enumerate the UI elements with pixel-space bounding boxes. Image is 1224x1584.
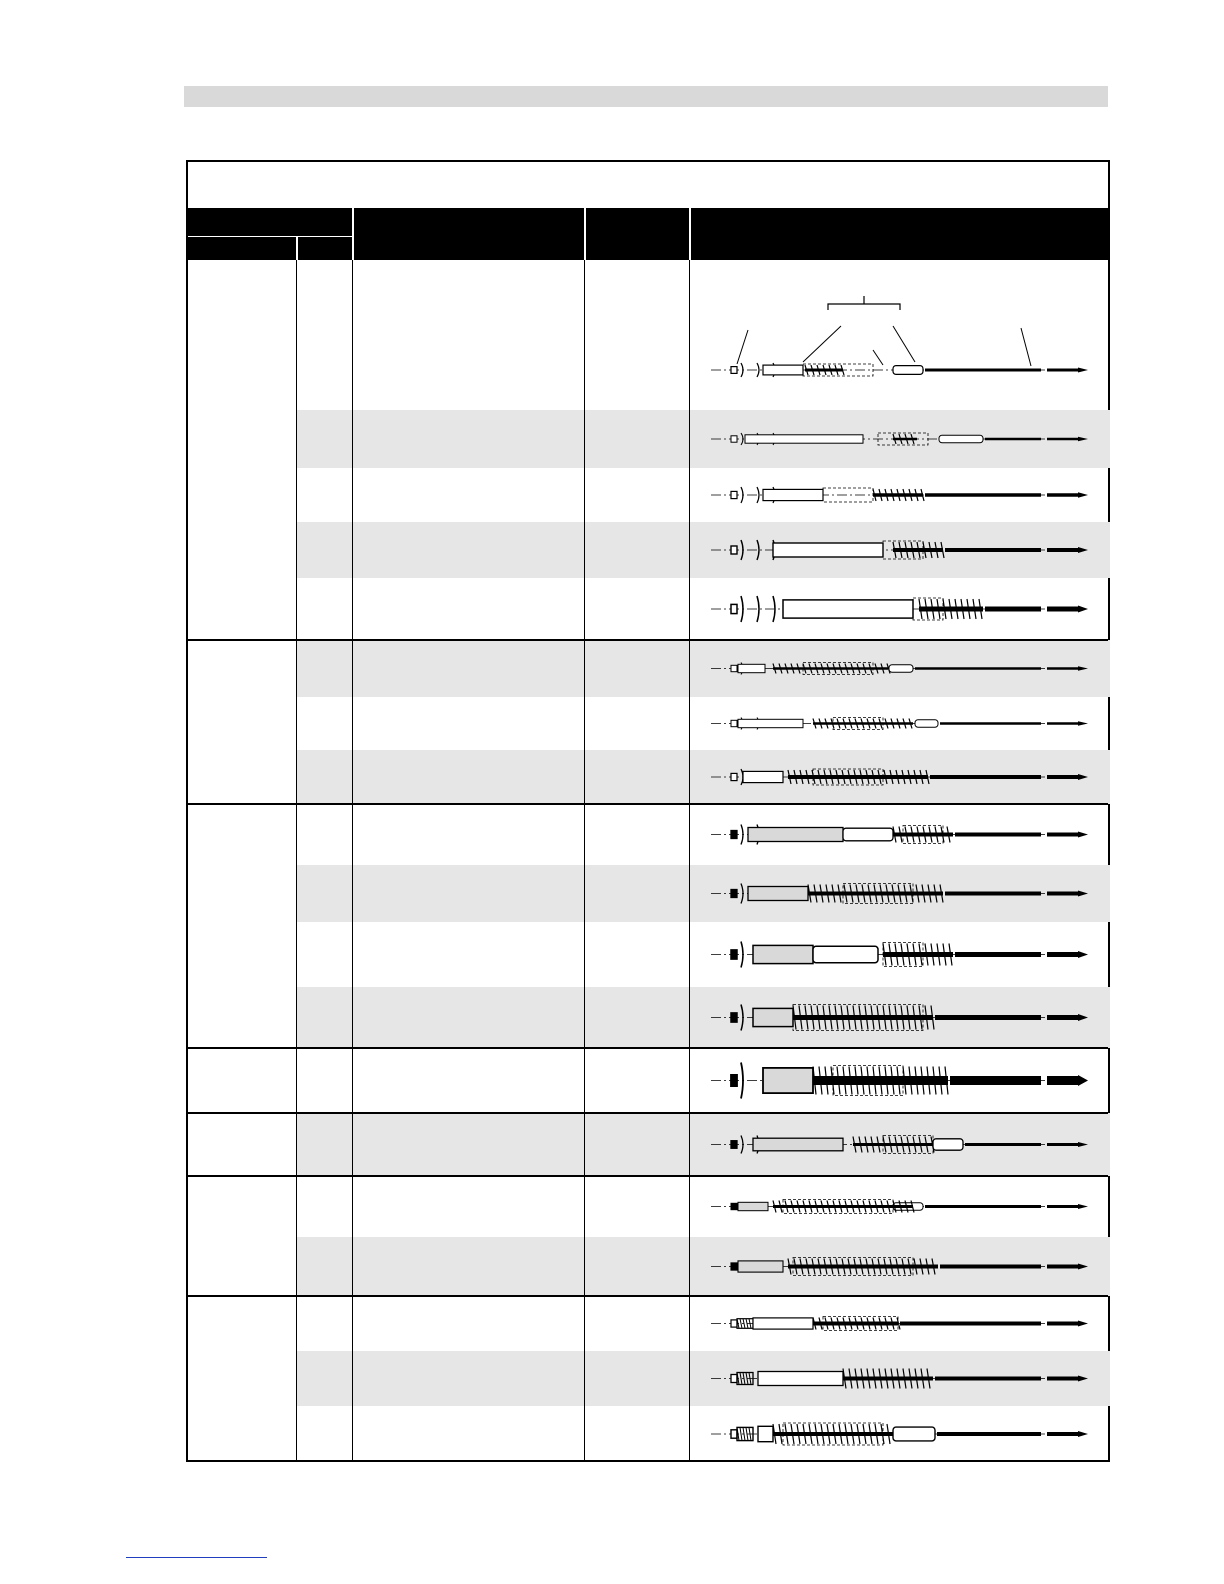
header-separator — [352, 208, 354, 260]
cable-drawing — [711, 1258, 1088, 1276]
cable-drawing — [711, 825, 1088, 845]
cable-drawing — [711, 296, 1088, 377]
cable-illustration — [693, 410, 1093, 468]
cable-drawing — [711, 1317, 1088, 1331]
header-separator — [584, 208, 586, 260]
top-band — [184, 86, 1108, 107]
cable-illustration — [693, 640, 1093, 697]
cable-illustration — [693, 578, 1093, 640]
column-separator — [584, 260, 585, 1460]
cable-illustration — [693, 922, 1093, 987]
cable-drawing — [711, 433, 1088, 445]
header-subrow — [188, 237, 352, 260]
cable-drawing — [711, 718, 1088, 730]
cable-illustration — [693, 1176, 1093, 1237]
column-separator — [352, 260, 353, 1460]
table-title — [188, 162, 1108, 208]
cable-drawing — [711, 1369, 1088, 1389]
cable-illustration — [693, 1048, 1093, 1113]
cable-illustration — [693, 468, 1093, 522]
cable-illustration — [693, 1113, 1093, 1176]
cable-illustration — [693, 1406, 1093, 1462]
cable-drawing — [711, 1063, 1088, 1099]
cable-drawing — [711, 942, 1088, 968]
column-separator — [689, 260, 690, 1460]
cable-drawing — [711, 487, 1088, 503]
cable-illustration — [693, 750, 1093, 804]
cable-illustration — [693, 865, 1093, 922]
cable-illustration — [693, 522, 1093, 578]
cable-illustration — [693, 697, 1093, 750]
cable-drawing — [711, 1005, 1088, 1031]
cable-illustration — [693, 258, 1093, 410]
cable-drawing — [711, 663, 1088, 675]
cable-illustration — [693, 804, 1093, 865]
cable-drawing — [711, 540, 1088, 560]
cable-illustration — [693, 1296, 1093, 1351]
cable-illustration — [693, 1351, 1093, 1406]
cable-drawing — [711, 769, 1088, 785]
cable-drawing — [711, 1423, 1088, 1445]
cable-illustration — [693, 987, 1093, 1048]
header-separator — [296, 237, 298, 260]
cable-drawing — [711, 884, 1088, 904]
cable-illustration — [693, 1237, 1093, 1296]
column-separator — [296, 260, 297, 1460]
footer-link-line — [126, 1557, 267, 1558]
header-separator — [689, 208, 691, 260]
cable-drawing — [711, 596, 1088, 622]
cable-spec-table — [186, 160, 1110, 1462]
cable-drawing — [711, 1200, 1088, 1214]
cable-drawing — [711, 1136, 1088, 1154]
